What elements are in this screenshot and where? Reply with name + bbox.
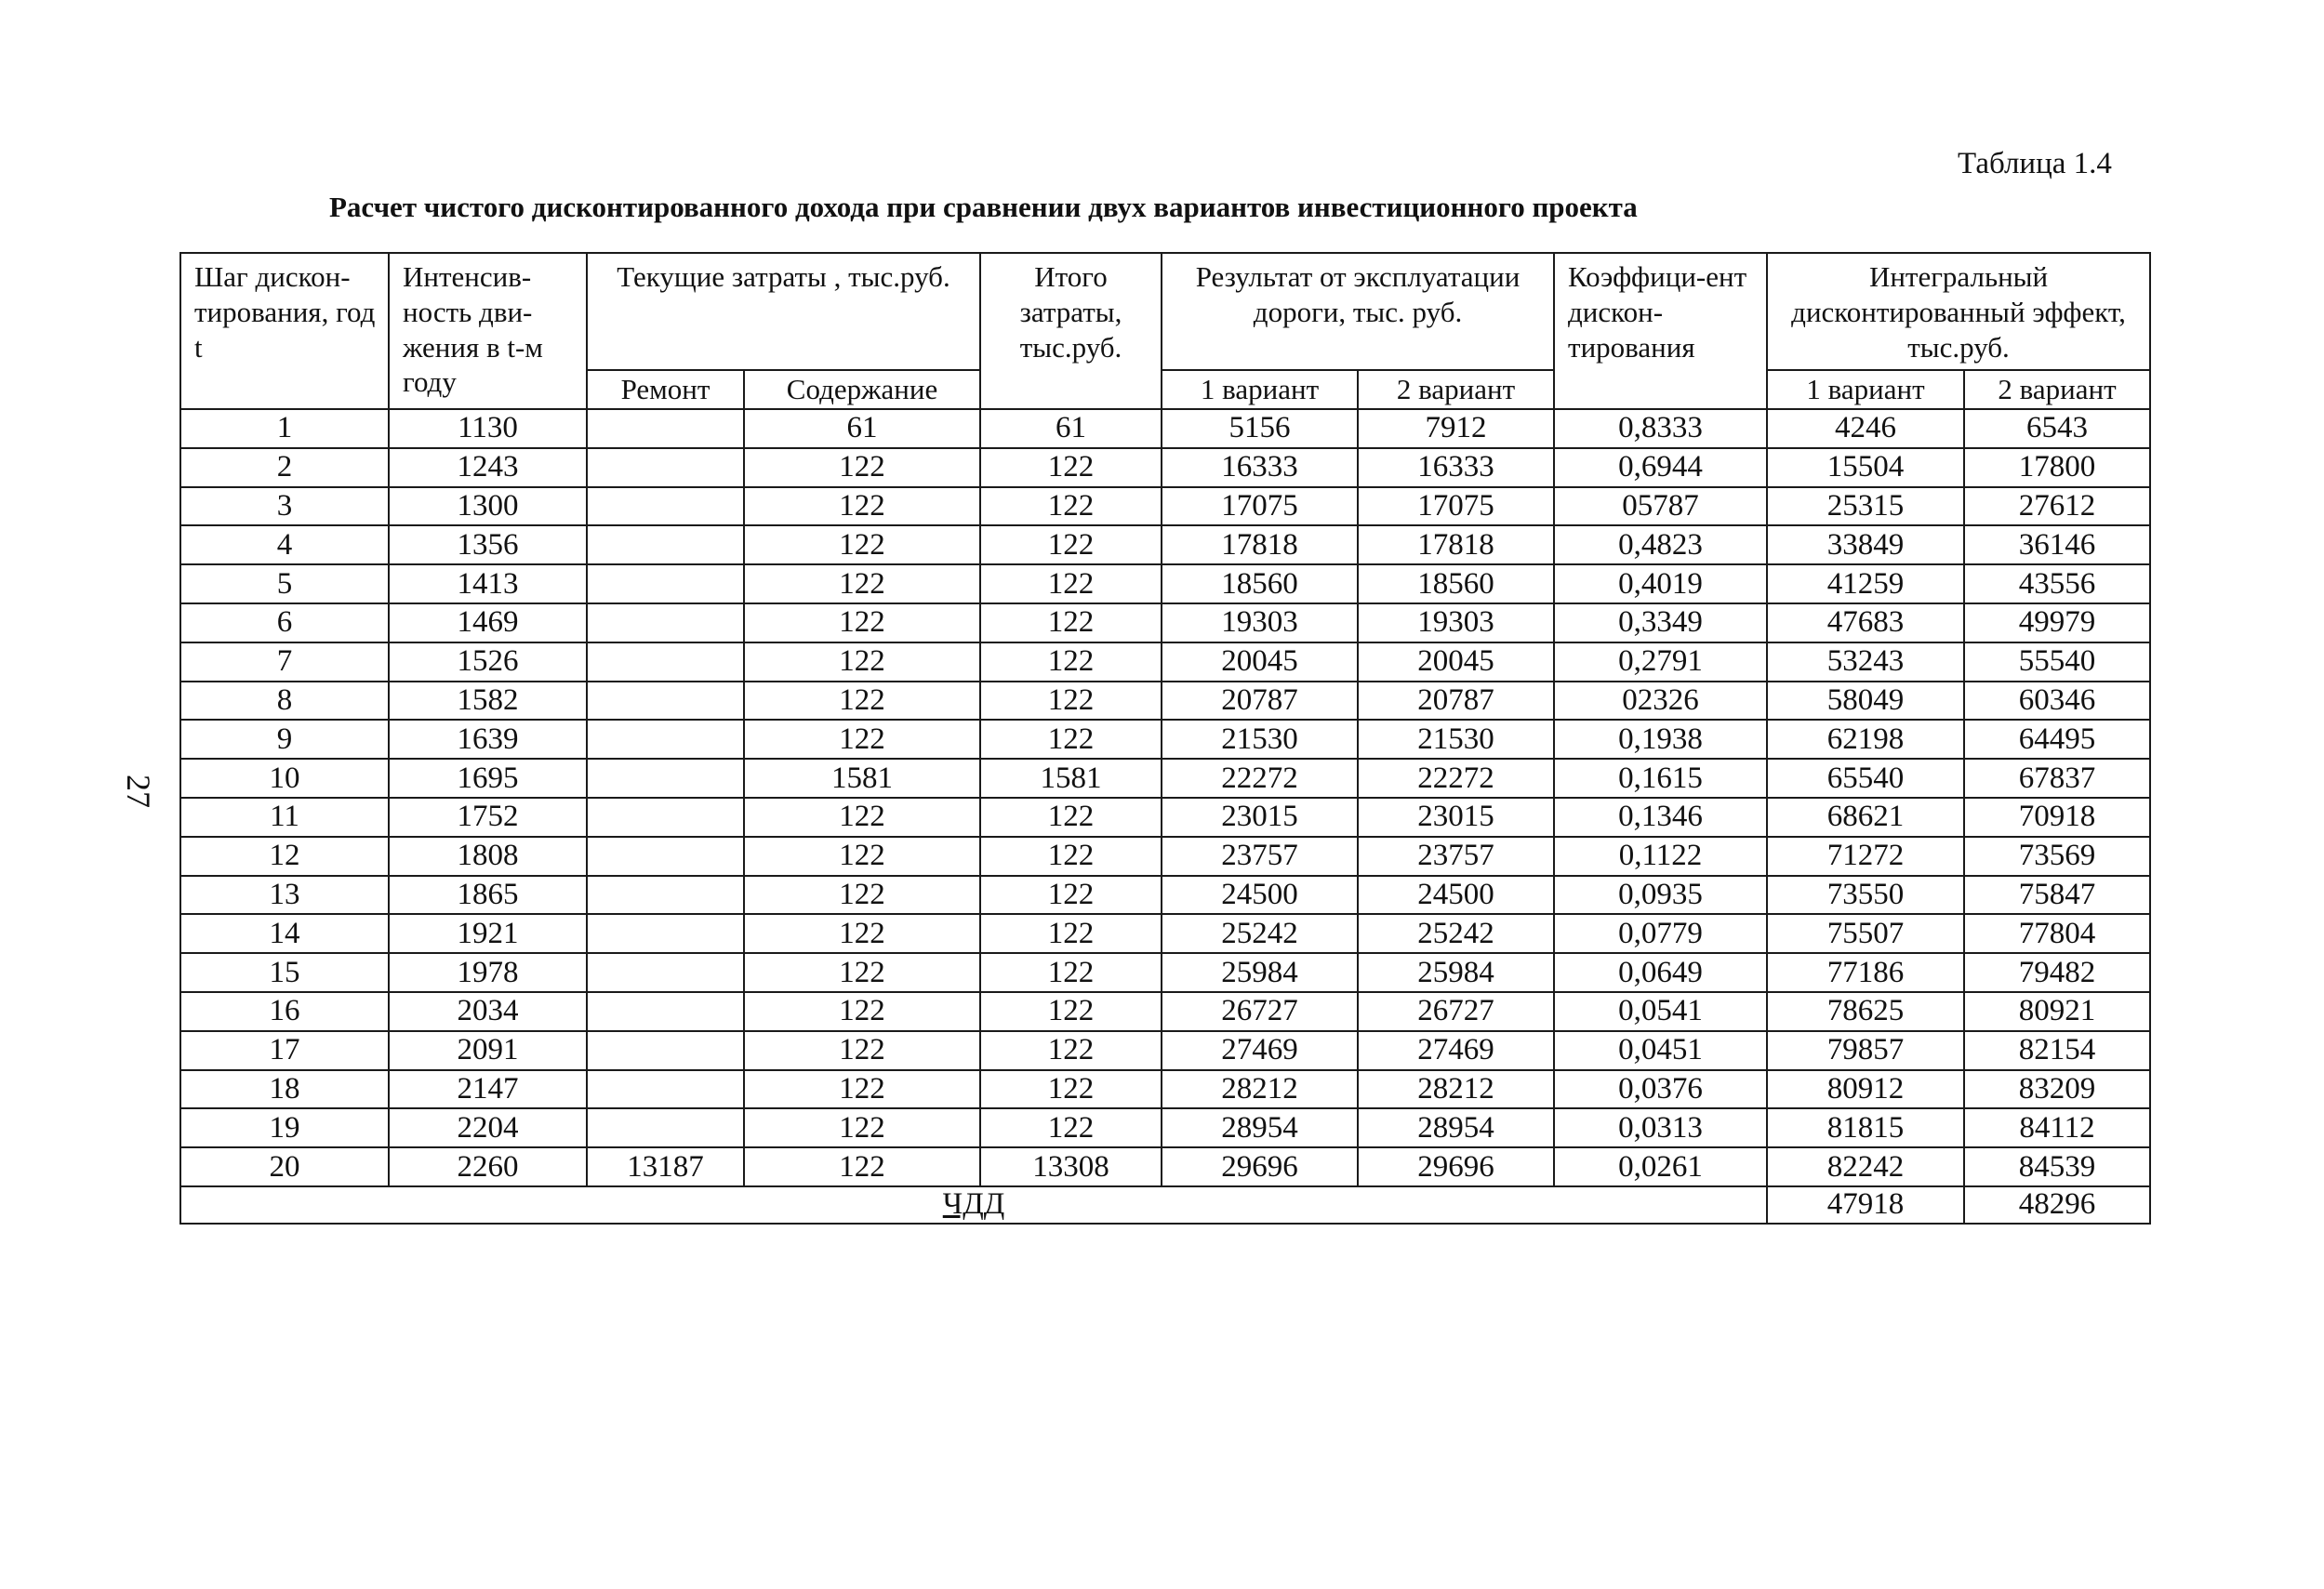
cell-step: 10 [180, 759, 389, 798]
table-row [180, 603, 2150, 642]
cell-total-costs: 122 [980, 720, 1162, 759]
table-body [180, 409, 2150, 1224]
cell-result-v1: 5156 [1162, 409, 1358, 448]
cell-total-costs: 122 [980, 603, 1162, 642]
cell-coefficient: 0,1938 [1554, 720, 1767, 759]
header-result-v1: 1 вариант [1162, 370, 1358, 409]
cell-maintenance: 122 [744, 1031, 980, 1070]
cell-intensity: 2147 [389, 1070, 587, 1109]
cell-maintenance: 122 [744, 720, 980, 759]
table-row [180, 642, 2150, 682]
cell-integral-v1: 4246 [1767, 409, 1964, 448]
cell-maintenance: 122 [744, 603, 980, 642]
cell-integral-v2: 60346 [1964, 682, 2150, 721]
cell-integral-v1: 78625 [1767, 992, 1964, 1031]
cell-total-costs: 122 [980, 487, 1162, 526]
cell-maintenance: 61 [744, 409, 980, 448]
cell-repair [587, 525, 744, 564]
table-row [180, 525, 2150, 564]
cell-result-v1: 18560 [1162, 564, 1358, 603]
cell-coefficient: 0,2791 [1554, 642, 1767, 682]
cell-coefficient: 0,4019 [1554, 564, 1767, 603]
cell-intensity: 2091 [389, 1031, 587, 1070]
cell-maintenance: 122 [744, 992, 980, 1031]
cell-coefficient: 0,1346 [1554, 798, 1767, 837]
cell-result-v1: 25984 [1162, 953, 1358, 992]
header-current-costs: Текущие затраты , тыс.руб. [587, 253, 980, 370]
cell-integral-v1: 47683 [1767, 603, 1964, 642]
cell-maintenance: 122 [744, 525, 980, 564]
cell-total-costs: 13308 [980, 1147, 1162, 1186]
cell-step: 1 [180, 409, 389, 448]
total-row [180, 1186, 2150, 1224]
table-row [180, 759, 2150, 798]
cell-integral-v1: 68621 [1767, 798, 1964, 837]
cell-coefficient: 02326 [1554, 682, 1767, 721]
cell-result-v2: 21530 [1358, 720, 1554, 759]
total-label: ЧДД [180, 1186, 1767, 1224]
cell-intensity: 2034 [389, 992, 587, 1031]
cell-total-costs: 122 [980, 798, 1162, 837]
cell-result-v2: 17075 [1358, 487, 1554, 526]
cell-maintenance: 122 [744, 1108, 980, 1147]
cell-result-v2: 23015 [1358, 798, 1554, 837]
cell-coefficient: 05787 [1554, 487, 1767, 526]
table-header [180, 253, 2150, 409]
cell-maintenance: 122 [744, 682, 980, 721]
cell-integral-v2: 64495 [1964, 720, 2150, 759]
total-v1: 47918 [1767, 1186, 1964, 1224]
cell-integral-v2: 83209 [1964, 1070, 2150, 1109]
cell-step: 7 [180, 642, 389, 682]
cell-coefficient: 0,0541 [1554, 992, 1767, 1031]
cell-intensity: 1413 [389, 564, 587, 603]
header-step: Шаг дискон-тирования, год t [180, 253, 389, 409]
cell-result-v2: 18560 [1358, 564, 1554, 603]
cell-repair [587, 759, 744, 798]
cell-coefficient: 0,0779 [1554, 914, 1767, 953]
cell-total-costs: 122 [980, 525, 1162, 564]
cell-integral-v1: 80912 [1767, 1070, 1964, 1109]
cell-maintenance: 122 [744, 448, 980, 487]
table-row [180, 409, 2150, 448]
cell-integral-v2: 49979 [1964, 603, 2150, 642]
cell-repair [587, 1108, 744, 1147]
cell-repair [587, 682, 744, 721]
cell-integral-v1: 33849 [1767, 525, 1964, 564]
cell-integral-v1: 82242 [1767, 1147, 1964, 1186]
cell-step: 16 [180, 992, 389, 1031]
cell-integral-v2: 55540 [1964, 642, 2150, 682]
cell-integral-v1: 41259 [1767, 564, 1964, 603]
cell-integral-v2: 17800 [1964, 448, 2150, 487]
table-row [180, 682, 2150, 721]
header-integral-v1: 1 вариант [1767, 370, 1964, 409]
cell-integral-v2: 82154 [1964, 1031, 2150, 1070]
table-row [180, 914, 2150, 953]
cell-step: 2 [180, 448, 389, 487]
cell-intensity: 1639 [389, 720, 587, 759]
cell-total-costs: 122 [980, 564, 1162, 603]
cell-step: 4 [180, 525, 389, 564]
cell-integral-v2: 75847 [1964, 876, 2150, 915]
cell-repair [587, 487, 744, 526]
cell-integral-v1: 58049 [1767, 682, 1964, 721]
total-v2: 48296 [1964, 1186, 2150, 1224]
page-number: 27 [120, 775, 157, 808]
table-row [180, 953, 2150, 992]
cell-result-v2: 25984 [1358, 953, 1554, 992]
cell-integral-v2: 27612 [1964, 487, 2150, 526]
cell-result-v2: 28954 [1358, 1108, 1554, 1147]
cell-step: 20 [180, 1147, 389, 1186]
cell-result-v1: 26727 [1162, 992, 1358, 1031]
header-total-costs: Итого затраты, тыс.руб. [980, 253, 1162, 409]
cell-coefficient: 0,0649 [1554, 953, 1767, 992]
table-row [180, 1031, 2150, 1070]
table-row [180, 564, 2150, 603]
cell-step: 12 [180, 837, 389, 876]
cell-integral-v1: 62198 [1767, 720, 1964, 759]
cell-intensity: 1526 [389, 642, 587, 682]
cell-integral-v1: 77186 [1767, 953, 1964, 992]
cell-total-costs: 122 [980, 1031, 1162, 1070]
cell-result-v1: 22272 [1162, 759, 1358, 798]
header-result-v2: 2 вариант [1358, 370, 1554, 409]
cell-integral-v1: 73550 [1767, 876, 1964, 915]
cell-result-v1: 24500 [1162, 876, 1358, 915]
cell-step: 14 [180, 914, 389, 953]
cell-result-v2: 26727 [1358, 992, 1554, 1031]
cell-result-v2: 22272 [1358, 759, 1554, 798]
cell-step: 6 [180, 603, 389, 642]
cell-integral-v2: 43556 [1964, 564, 2150, 603]
cell-step: 18 [180, 1070, 389, 1109]
cell-repair: 13187 [587, 1147, 744, 1186]
cell-step: 3 [180, 487, 389, 526]
cell-intensity: 1921 [389, 914, 587, 953]
header-intensity: Интенсив-ность дви-жения в t-м году [389, 253, 587, 409]
cell-result-v1: 27469 [1162, 1031, 1358, 1070]
cell-total-costs: 122 [980, 682, 1162, 721]
cell-repair [587, 876, 744, 915]
header-repair: Ремонт [587, 370, 744, 409]
cell-total-costs: 122 [980, 448, 1162, 487]
table-row [180, 720, 2150, 759]
cell-intensity: 1582 [389, 682, 587, 721]
cell-coefficient: 0,1615 [1554, 759, 1767, 798]
cell-integral-v1: 71272 [1767, 837, 1964, 876]
cell-step: 9 [180, 720, 389, 759]
cell-step: 17 [180, 1031, 389, 1070]
cell-result-v2: 20045 [1358, 642, 1554, 682]
cell-step: 5 [180, 564, 389, 603]
table-row [180, 448, 2150, 487]
cell-step: 15 [180, 953, 389, 992]
cell-result-v1: 28212 [1162, 1070, 1358, 1109]
cell-repair [587, 1031, 744, 1070]
cell-result-v1: 20045 [1162, 642, 1358, 682]
cell-intensity: 1752 [389, 798, 587, 837]
cell-step: 13 [180, 876, 389, 915]
header-result: Результат от эксплуатации дороги, тыс. руб. [1162, 253, 1554, 370]
cell-integral-v1: 81815 [1767, 1108, 1964, 1147]
cell-coefficient: 0,0376 [1554, 1070, 1767, 1109]
npv-table [179, 252, 2151, 1225]
table-row [180, 992, 2150, 1031]
cell-integral-v2: 80921 [1964, 992, 2150, 1031]
cell-result-v2: 19303 [1358, 603, 1554, 642]
cell-intensity: 1300 [389, 487, 587, 526]
cell-total-costs: 122 [980, 1070, 1162, 1109]
cell-result-v1: 17818 [1162, 525, 1358, 564]
cell-intensity: 1130 [389, 409, 587, 448]
cell-result-v1: 23757 [1162, 837, 1358, 876]
cell-result-v1: 16333 [1162, 448, 1358, 487]
cell-result-v1: 20787 [1162, 682, 1358, 721]
cell-coefficient: 0,4823 [1554, 525, 1767, 564]
cell-maintenance: 122 [744, 798, 980, 837]
header-integral-v2: 2 вариант [1964, 370, 2150, 409]
cell-total-costs: 122 [980, 876, 1162, 915]
cell-integral-v1: 15504 [1767, 448, 1964, 487]
cell-result-v1: 19303 [1162, 603, 1358, 642]
cell-integral-v2: 84539 [1964, 1147, 2150, 1186]
cell-integral-v2: 36146 [1964, 525, 2150, 564]
cell-total-costs: 61 [980, 409, 1162, 448]
table-row [180, 798, 2150, 837]
cell-intensity: 1469 [389, 603, 587, 642]
table-title: Расчет чистого дисконтированного дохода при сравнении двух вариантов инвестиционного проекта [329, 191, 1638, 223]
cell-coefficient: 0,0451 [1554, 1031, 1767, 1070]
cell-coefficient: 0,0313 [1554, 1108, 1767, 1147]
cell-repair [587, 953, 744, 992]
cell-repair [587, 448, 744, 487]
cell-integral-v2: 84112 [1964, 1108, 2150, 1147]
cell-step: 8 [180, 682, 389, 721]
cell-total-costs: 122 [980, 953, 1162, 992]
cell-repair [587, 798, 744, 837]
cell-maintenance: 122 [744, 1070, 980, 1109]
cell-intensity: 2260 [389, 1147, 587, 1186]
cell-intensity: 2204 [389, 1108, 587, 1147]
cell-repair [587, 642, 744, 682]
cell-repair [587, 914, 744, 953]
cell-result-v2: 27469 [1358, 1031, 1554, 1070]
cell-step: 19 [180, 1108, 389, 1147]
cell-result-v1: 17075 [1162, 487, 1358, 526]
cell-intensity: 1978 [389, 953, 587, 992]
cell-repair [587, 564, 744, 603]
cell-result-v2: 17818 [1358, 525, 1554, 564]
cell-integral-v1: 53243 [1767, 642, 1964, 682]
cell-intensity: 1808 [389, 837, 587, 876]
cell-result-v2: 29696 [1358, 1147, 1554, 1186]
cell-maintenance: 122 [744, 914, 980, 953]
cell-step: 11 [180, 798, 389, 837]
cell-intensity: 1243 [389, 448, 587, 487]
cell-integral-v1: 75507 [1767, 914, 1964, 953]
cell-intensity: 1865 [389, 876, 587, 915]
cell-maintenance: 122 [744, 487, 980, 526]
cell-integral-v1: 79857 [1767, 1031, 1964, 1070]
cell-repair [587, 409, 744, 448]
header-maintenance: Содержание [744, 370, 980, 409]
cell-integral-v2: 70918 [1964, 798, 2150, 837]
cell-maintenance: 122 [744, 564, 980, 603]
cell-integral-v2: 79482 [1964, 953, 2150, 992]
cell-result-v2: 25242 [1358, 914, 1554, 953]
cell-maintenance: 122 [744, 953, 980, 992]
cell-integral-v2: 73569 [1964, 837, 2150, 876]
table-row [180, 876, 2150, 915]
cell-total-costs: 122 [980, 1108, 1162, 1147]
cell-result-v2: 16333 [1358, 448, 1554, 487]
cell-coefficient: 0,3349 [1554, 603, 1767, 642]
cell-total-costs: 122 [980, 914, 1162, 953]
cell-result-v1: 29696 [1162, 1147, 1358, 1186]
cell-total-costs: 122 [980, 992, 1162, 1031]
cell-integral-v2: 6543 [1964, 409, 2150, 448]
cell-repair [587, 1070, 744, 1109]
cell-integral-v2: 67837 [1964, 759, 2150, 798]
table-row [180, 837, 2150, 876]
cell-intensity: 1356 [389, 525, 587, 564]
cell-maintenance: 122 [744, 1147, 980, 1186]
cell-result-v2: 28212 [1358, 1070, 1554, 1109]
cell-coefficient: 0,0935 [1554, 876, 1767, 915]
table-label: Таблица 1.4 [1958, 147, 2112, 180]
cell-total-costs: 122 [980, 837, 1162, 876]
table-row [180, 1108, 2150, 1147]
cell-result-v2: 24500 [1358, 876, 1554, 915]
cell-repair [587, 992, 744, 1031]
cell-integral-v1: 25315 [1767, 487, 1964, 526]
table-row [180, 1147, 2150, 1186]
header-integral: Интегральный дисконтированный эффект, тыс.руб. [1767, 253, 2150, 370]
cell-integral-v2: 77804 [1964, 914, 2150, 953]
cell-total-costs: 122 [980, 642, 1162, 682]
cell-total-costs: 1581 [980, 759, 1162, 798]
cell-result-v2: 20787 [1358, 682, 1554, 721]
table-row [180, 487, 2150, 526]
cell-result-v2: 23757 [1358, 837, 1554, 876]
header-coefficient: Коэффици-ент дискон-тирования [1554, 253, 1767, 409]
cell-repair [587, 603, 744, 642]
cell-coefficient: 0,0261 [1554, 1147, 1767, 1186]
cell-result-v1: 21530 [1162, 720, 1358, 759]
cell-result-v2: 7912 [1358, 409, 1554, 448]
table-row [180, 1070, 2150, 1109]
cell-maintenance: 122 [744, 642, 980, 682]
cell-coefficient: 0,1122 [1554, 837, 1767, 876]
cell-intensity: 1695 [389, 759, 587, 798]
cell-coefficient: 0,8333 [1554, 409, 1767, 448]
cell-repair [587, 837, 744, 876]
cell-maintenance: 122 [744, 876, 980, 915]
cell-result-v1: 28954 [1162, 1108, 1358, 1147]
cell-result-v1: 23015 [1162, 798, 1358, 837]
cell-maintenance: 1581 [744, 759, 980, 798]
cell-maintenance: 122 [744, 837, 980, 876]
cell-repair [587, 720, 744, 759]
cell-result-v1: 25242 [1162, 914, 1358, 953]
cell-integral-v1: 65540 [1767, 759, 1964, 798]
cell-coefficient: 0,6944 [1554, 448, 1767, 487]
